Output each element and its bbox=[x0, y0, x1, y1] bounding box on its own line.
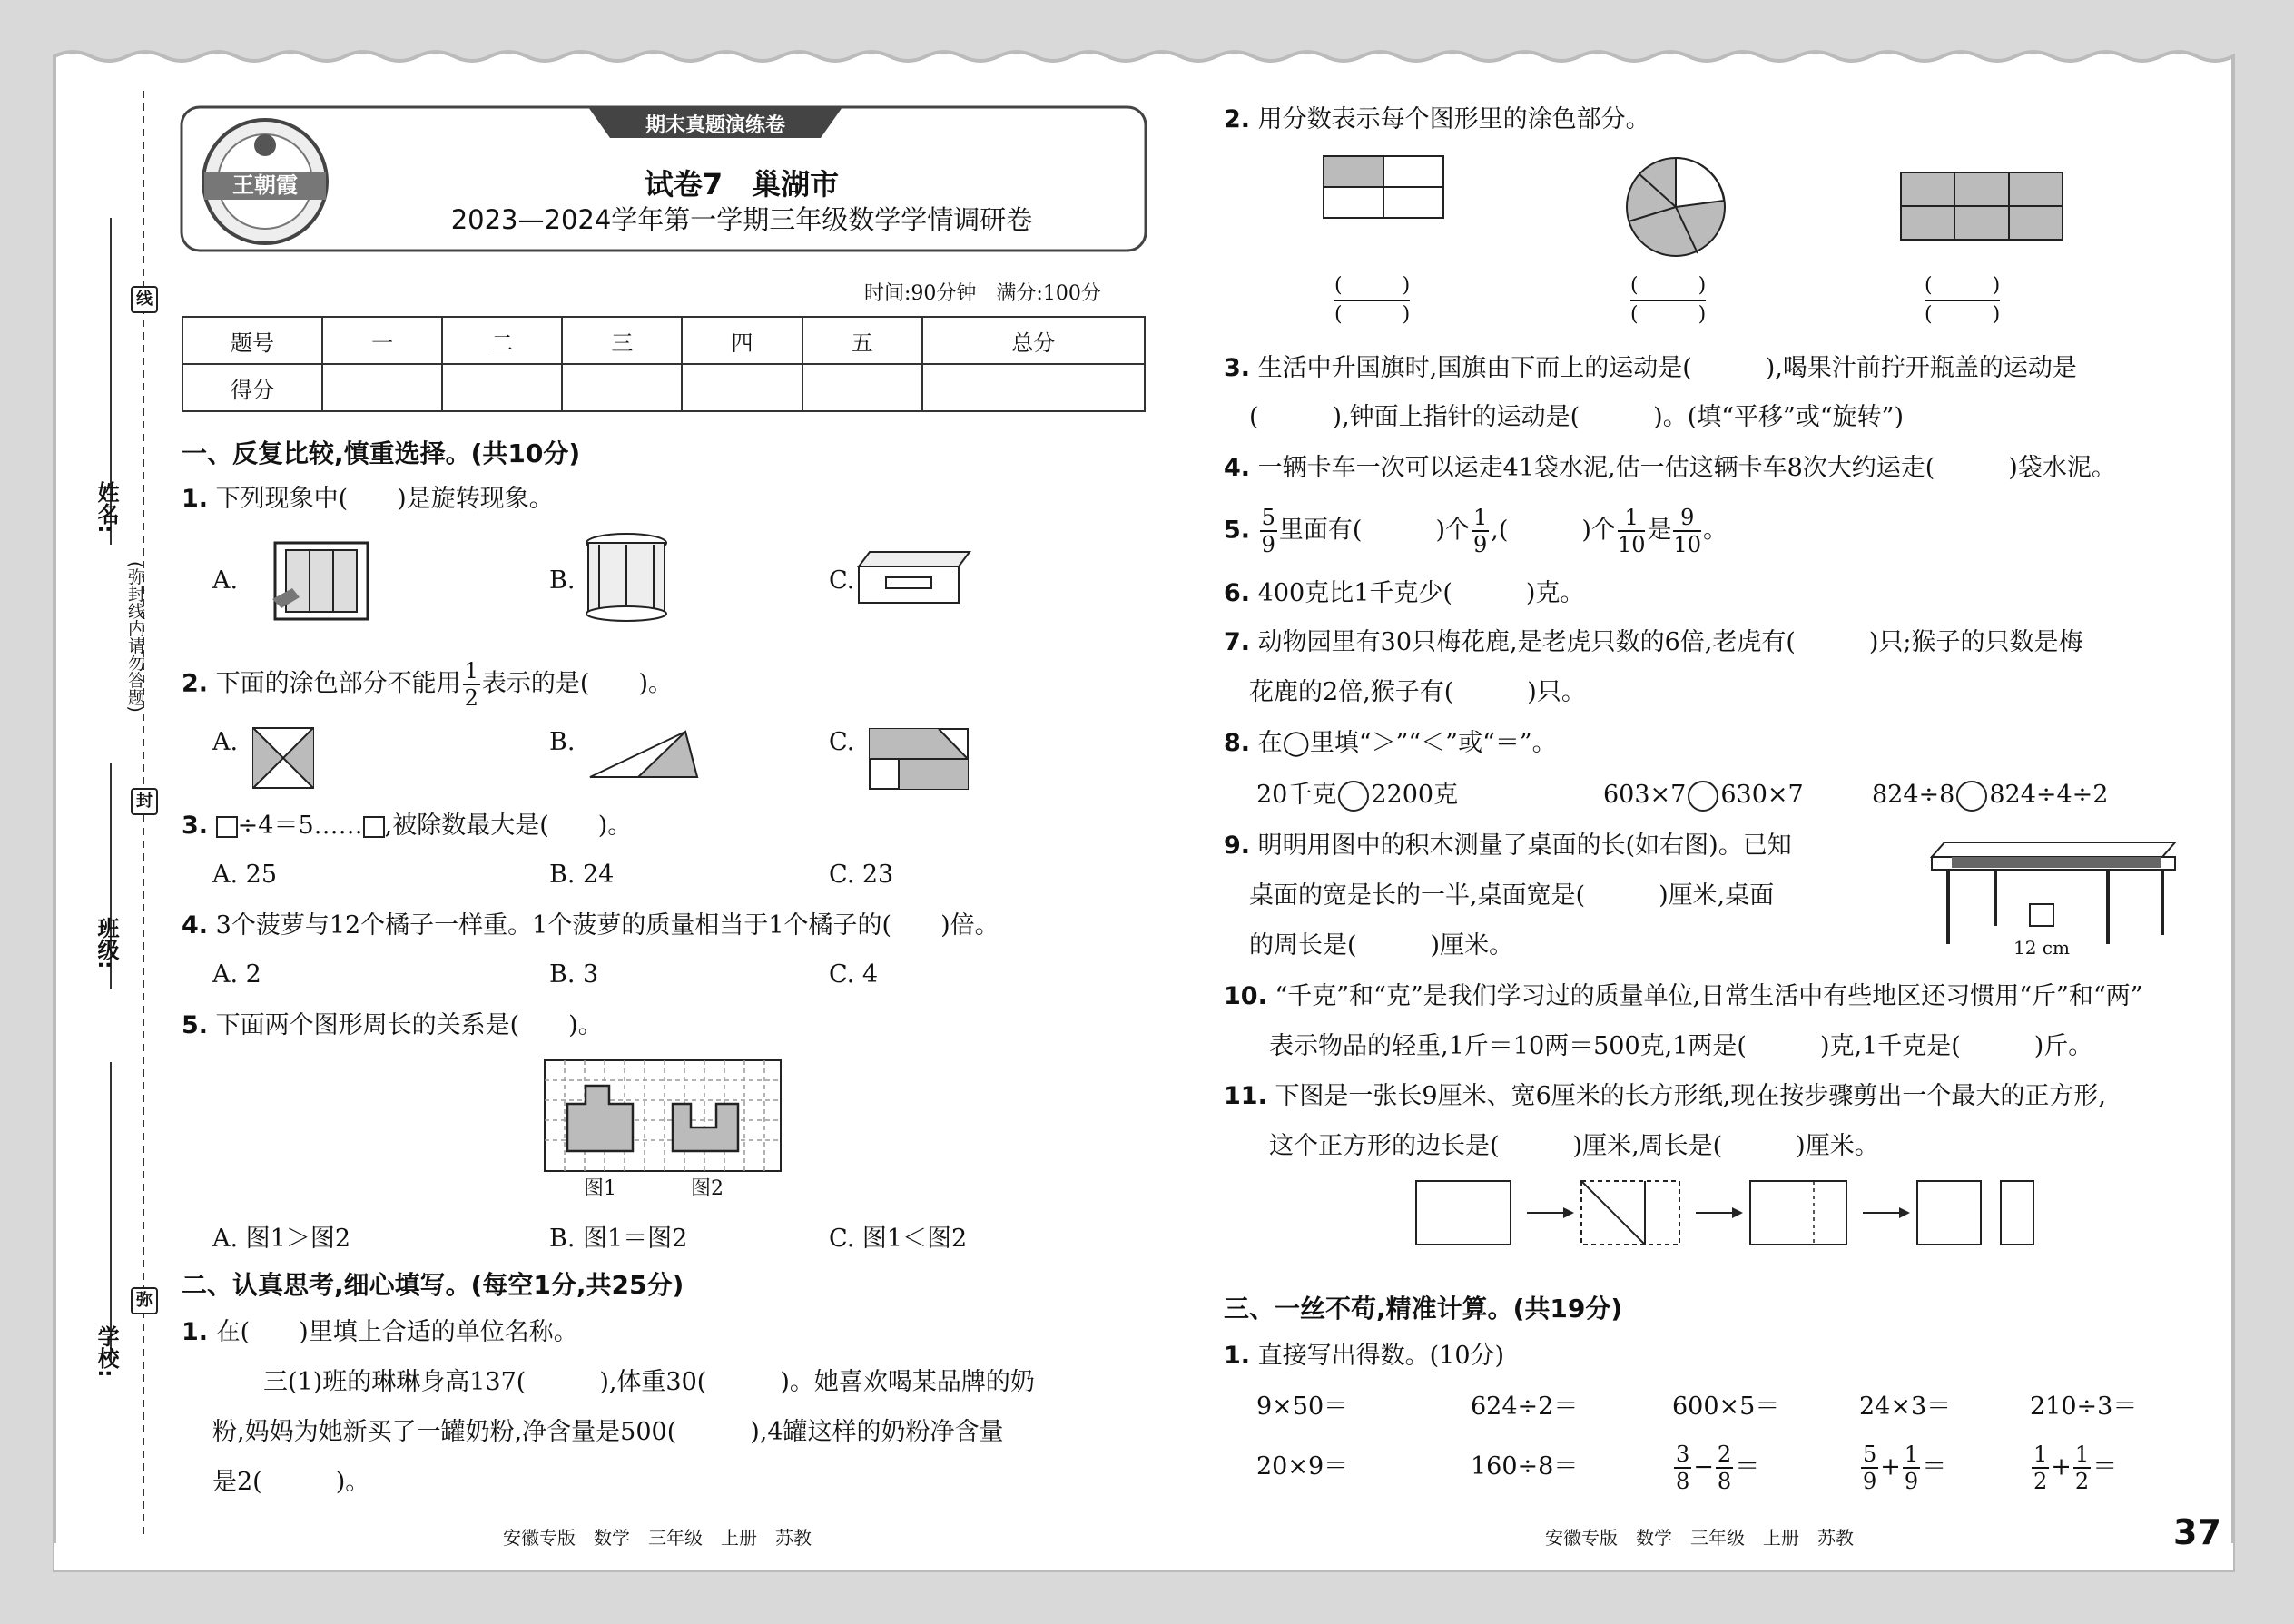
question-text: 生活中升国旗时,国旗由下而上的运动是( ),喝果汁前拧开瓶盖的运动是 bbox=[1257, 354, 2077, 382]
seal-mark-mi: 弥 bbox=[131, 1287, 158, 1314]
option-b[interactable]: B. 24 bbox=[549, 861, 615, 889]
question-text: ,被除数最大是( )。 bbox=[384, 812, 633, 840]
exam-time: 时间:90分钟 满分:100分 bbox=[864, 282, 1101, 305]
question-2-8 bbox=[1224, 725, 1557, 762]
question-2-1-line: 是2( )。 bbox=[212, 1468, 370, 1496]
option-a[interactable]: A. 25 bbox=[212, 861, 278, 889]
question-number: 4. bbox=[182, 911, 209, 940]
pie-shape bbox=[1627, 158, 1725, 256]
question-number: 1. bbox=[1224, 1342, 1251, 1370]
question-2-11 bbox=[1224, 1078, 2106, 1115]
question-number: 5. bbox=[182, 1011, 209, 1039]
question-number: 1. bbox=[182, 485, 209, 513]
question-text: 用分数表示每个图形里的涂色部分。 bbox=[1257, 105, 1650, 133]
fraction-answer[interactable]: ( ) ( ) bbox=[1334, 272, 1410, 329]
score-cell[interactable] bbox=[922, 364, 1145, 411]
figure-1-label: 图1 bbox=[584, 1177, 616, 1200]
question-1-4 bbox=[182, 908, 999, 944]
question-number: 10. bbox=[1224, 982, 1267, 1010]
question-1-5 bbox=[182, 1008, 603, 1044]
calc-fraction-item: $\frac{1}{2}$ + $\frac{1}{2}$ ＝ bbox=[2033, 1442, 2118, 1494]
figure-2-label: 图2 bbox=[691, 1177, 724, 1200]
question-text: “千克”和“克”是我们学习过的质量单位,日常生活中有些地区还习惯用“斤”和“两” bbox=[1275, 982, 2143, 1010]
score-cell[interactable] bbox=[562, 364, 682, 411]
calc-item: 24×3＝ bbox=[1859, 1393, 1952, 1421]
option-c[interactable]: C. bbox=[829, 728, 855, 756]
seal-note: (弥封线内请勿答题) bbox=[125, 561, 145, 713]
question-number: 11. bbox=[1224, 1082, 1267, 1110]
score-cell[interactable] bbox=[322, 364, 442, 411]
rectangle-parts-shape bbox=[870, 729, 968, 789]
question-2-7 bbox=[1224, 625, 2083, 661]
question-text: 表示的是( )。 bbox=[481, 669, 673, 698]
score-header: 五 bbox=[802, 317, 922, 364]
question-text: 一辆卡车一次可以运走41袋水泥,估一估这辆卡车8次大约运走( )袋水泥。 bbox=[1257, 454, 2116, 482]
brand-logo-icon bbox=[203, 120, 327, 243]
question-number: 2. bbox=[182, 669, 209, 698]
calc-item: 20×9＝ bbox=[1256, 1452, 1349, 1481]
calc-item: 210÷3＝ bbox=[2030, 1393, 2138, 1421]
calc-fraction-item: $\frac{5}{9}$ + $\frac{1}{9}$ ＝ bbox=[1863, 1442, 1947, 1494]
question-text: 下面的涂色部分不能用 bbox=[215, 669, 461, 698]
score-header: 二 bbox=[442, 317, 562, 364]
footer-left: 安徽专版 数学 三年级 上册 苏教 bbox=[503, 1527, 812, 1549]
calc-item: 624÷2＝ bbox=[1471, 1393, 1579, 1421]
question-number: 7. bbox=[1224, 628, 1251, 656]
window-sliding-image bbox=[272, 543, 368, 619]
score-cell[interactable] bbox=[682, 364, 802, 411]
section-1-title: 一、反复比较,慎重选择。(共10分) bbox=[182, 438, 581, 468]
question-number: 3. bbox=[1224, 354, 1251, 382]
question-2-9 bbox=[1224, 828, 1792, 864]
question-2-10-line: 表示物品的轻重,1斤＝10两＝500克,1两是( )克,1千克是( )斤。 bbox=[1269, 1032, 2093, 1060]
score-cell[interactable] bbox=[442, 364, 562, 411]
score-table bbox=[182, 316, 1146, 412]
compare-3: 824÷8 824÷4÷2 bbox=[1872, 777, 2108, 813]
question-1-3 bbox=[182, 808, 632, 844]
score-header: 总分 bbox=[922, 317, 1145, 364]
revolving-door-image bbox=[586, 534, 666, 621]
question-text: 400克比1千克少( )克。 bbox=[1257, 579, 1585, 607]
banner-label: 期末真题演练卷 bbox=[645, 114, 785, 137]
option-a[interactable]: A. 2 bbox=[212, 960, 261, 989]
seal-mark-xian: 线 bbox=[131, 286, 158, 313]
question-2-5: 5. $\frac{5}{9}$ 里面有( )个 $\frac{1}{9}$ ,( )个 $\frac{1}{10}$ 是 $\frac{9}{10}$ 。 bbox=[1224, 505, 1728, 557]
question-text: 在( )里填上合适的单位名称。 bbox=[215, 1318, 578, 1346]
calc-item: 600×5＝ bbox=[1672, 1393, 1780, 1421]
option-c[interactable]: C. 4 bbox=[829, 960, 879, 989]
grid-2x3-shape bbox=[1324, 156, 1443, 218]
compare-circle[interactable] bbox=[1956, 781, 1987, 812]
footer-right: 安徽专版 数学 三年级 上册 苏教 bbox=[1545, 1527, 1854, 1549]
school-label: 学校: bbox=[94, 1325, 119, 1378]
name-label: 姓名: bbox=[94, 481, 119, 534]
box-icon bbox=[216, 816, 238, 838]
question-2-4 bbox=[1224, 450, 2116, 487]
block-length-label: 12 cm bbox=[2013, 937, 2070, 959]
question-text: 动物园里有30只梅花鹿,是老虎只数的6倍,老虎有( )只;猴子的只数是梅 bbox=[1257, 628, 2083, 656]
option-c[interactable]: C. bbox=[829, 566, 855, 595]
question-1-2 bbox=[182, 660, 673, 709]
square-triangles-shape bbox=[253, 728, 313, 788]
question-2-2 bbox=[1224, 102, 1650, 138]
question-2-9-line: 的周长是( )厘米。 bbox=[1249, 931, 1514, 960]
question-number: 5. bbox=[1224, 516, 1251, 545]
fraction: $\frac{1}{2}$ bbox=[464, 658, 478, 711]
question-1-1 bbox=[182, 481, 554, 517]
question-2-1-line: 粉,妈妈为她新买了一罐奶粉,净含量是500( ),4罐这样的奶粉净含量 bbox=[212, 1418, 1004, 1446]
option-c[interactable]: C. 23 bbox=[829, 861, 894, 889]
option-a[interactable]: A. bbox=[212, 566, 239, 595]
compare-1: 20千克 2200克 bbox=[1256, 777, 1458, 813]
question-text: 明明用图中的积木测量了桌面的长(如右图)。已知 bbox=[1257, 832, 1792, 860]
score-header: 题号 bbox=[182, 317, 322, 364]
exam-title: 试卷7 巢湖市 bbox=[644, 167, 840, 202]
question-2-3 bbox=[1224, 350, 2077, 387]
compare-2: 603×7 630×7 bbox=[1603, 777, 1804, 813]
grid-3x2-shape bbox=[1901, 172, 2063, 240]
question-number: 4. bbox=[1224, 454, 1251, 482]
option-a[interactable]: A. bbox=[212, 728, 239, 756]
question-2-11-line: 这个正方形的边长是( )厘米,周长是( )厘米。 bbox=[1269, 1132, 1879, 1160]
grid-figures bbox=[545, 1060, 781, 1171]
drawer-image bbox=[859, 552, 970, 603]
page-number: 37 bbox=[2173, 1512, 2221, 1552]
question-number: 2. bbox=[1224, 105, 1251, 133]
calc-item: 9×50＝ bbox=[1256, 1393, 1349, 1421]
calc-item: 160÷8＝ bbox=[1471, 1452, 1579, 1481]
svg-text:王朝霞: 王朝霞 bbox=[232, 172, 298, 198]
score-header: 四 bbox=[682, 317, 802, 364]
seal-mark-feng: 封 bbox=[131, 788, 158, 815]
question-number: 3. bbox=[182, 812, 209, 840]
question-3-1 bbox=[1224, 1338, 1504, 1374]
question-text: ÷4＝5…… bbox=[237, 812, 363, 840]
compare-circle[interactable] bbox=[1688, 781, 1718, 812]
question-number: 9. bbox=[1224, 832, 1251, 860]
section-3-title: 三、一丝不苟,精准计算。(共19分) bbox=[1224, 1294, 1623, 1324]
option-b[interactable]: B. 图1＝图2 bbox=[549, 1225, 688, 1253]
question-2-1 bbox=[182, 1314, 578, 1351]
question-2-6 bbox=[1224, 576, 1584, 612]
question-2-10 bbox=[1224, 979, 2142, 1015]
class-label: 班级: bbox=[94, 917, 119, 969]
question-text: 3个菠萝与12个橘子一样重。1个菠萝的质量相当于1个橘子的( )倍。 bbox=[215, 911, 999, 940]
question-text: 在◯里填“＞”“＜”或“＝”。 bbox=[1257, 729, 1557, 757]
question-2-9-line: 桌面的宽是长的一半,桌面宽是( )厘米,桌面 bbox=[1249, 881, 1775, 910]
score-header: 三 bbox=[562, 317, 682, 364]
score-cell[interactable] bbox=[802, 364, 922, 411]
question-number: 6. bbox=[1224, 579, 1251, 607]
score-header: 一 bbox=[322, 317, 442, 364]
question-number: 1. bbox=[182, 1318, 209, 1346]
option-c[interactable]: C. 图1＜图2 bbox=[829, 1225, 968, 1253]
question-2-7-line: 花鹿的2倍,猴子有( )只。 bbox=[1249, 678, 1586, 706]
question-text: 直接写出得数。(10分) bbox=[1257, 1342, 1505, 1370]
question-text: 下面两个图形周长的关系是( )。 bbox=[215, 1011, 603, 1039]
score-row-label: 得分 bbox=[182, 364, 322, 411]
question-text: 下图是一张长9厘米、宽6厘米的长方形纸,现在按步骤剪出一个最大的正方形, bbox=[1275, 1082, 2106, 1110]
box-icon bbox=[363, 816, 385, 838]
fraction-answer[interactable]: ( ) ( ) bbox=[1925, 272, 2000, 329]
fraction-answer[interactable]: ( ) ( ) bbox=[1630, 272, 1706, 329]
option-b[interactable]: B. bbox=[549, 728, 576, 756]
calc-fraction-item: $\frac{3}{8}$ − $\frac{2}{8}$ ＝ bbox=[1676, 1442, 1760, 1494]
question-number: 8. bbox=[1224, 729, 1251, 757]
question-text: 下列现象中( )是旋转现象。 bbox=[215, 485, 554, 513]
question-2-3-line: ( ),钟面上指针的运动是( )。(填“平移”或“旋转”) bbox=[1249, 403, 1904, 431]
option-b[interactable]: B. 3 bbox=[549, 960, 599, 989]
compare-circle[interactable] bbox=[1338, 781, 1369, 812]
option-a[interactable]: A. 图1＞图2 bbox=[212, 1225, 351, 1253]
option-b[interactable]: B. bbox=[549, 566, 576, 595]
section-2-title: 二、认真思考,细心填写。(每空1分,共25分) bbox=[182, 1270, 684, 1300]
exam-subtitle: 2023—2024学年第一学期三年级数学学情调研卷 bbox=[450, 204, 1033, 235]
question-2-1-line: 三(1)班的琳琳身高137( ),体重30( )。她喜欢喝某品牌的奶 bbox=[263, 1368, 1035, 1396]
